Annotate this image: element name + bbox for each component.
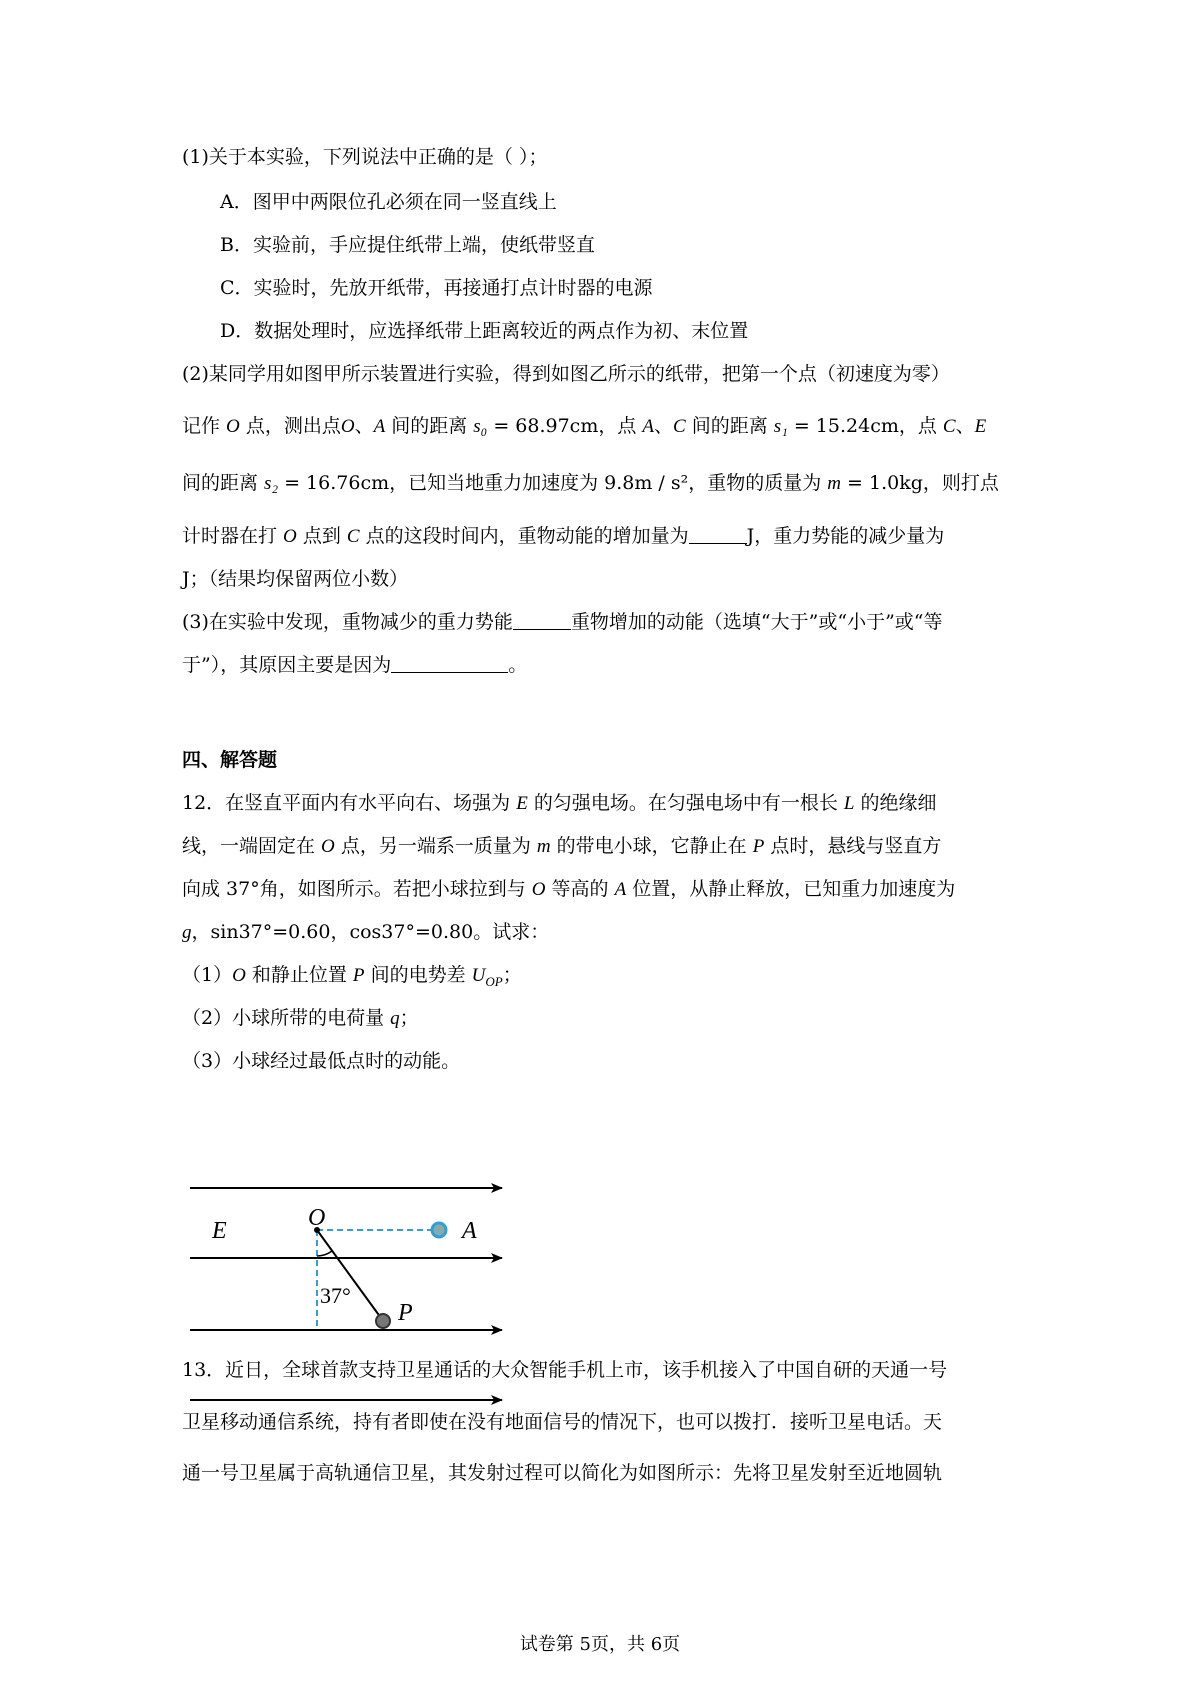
q12-sub2 [182,1006,419,1031]
q11-part2-line2 [182,414,986,439]
text: 的匀强电场。在匀强电场中有一根长 [527,792,844,814]
var-a: A [642,416,654,437]
text: 向成 37°角，如图所示。若把小球拉到与 [182,878,532,900]
text: 记作 [182,415,227,437]
var-a: A [373,416,386,437]
var-o: O [226,416,240,437]
text: 间的距离 [685,415,774,437]
text: 和静止位置 [245,964,353,986]
text: 、 [955,415,975,437]
var-c: C [346,526,360,547]
option-letter: D． [220,320,255,342]
q11-part2-line3 [182,471,999,496]
part1-text: 关于本实验，下列说法中正确的是（ ）； [208,146,548,168]
text: 点时，悬线与竖直方 [764,835,942,857]
q11-option-d [220,319,748,343]
text: 计时器在打 [182,525,284,547]
text: 的带电小球，它静止在 [550,835,753,857]
text: ，已知当地重力加速度为 9.8m / s²，重物的质量为 [389,472,828,494]
var-o: O [340,416,355,437]
q13-line3: 通一号卫星属于高轨通信卫星，其发射过程可以简化为如图所示：先将卫星发射至近地圆轨 [182,1462,943,1484]
q13-line2: 卫星移动通信系统，持有者即使在没有地面信号的情况下，也可以拨打．接听卫星电话。天 [182,1411,943,1433]
text: （1） [182,964,233,986]
q11-part2-line4 [182,524,944,549]
text: 间的距离 [182,472,265,494]
var-e: E [516,793,528,814]
text: 、 [654,415,674,437]
q11-part2-line1: (2)某同学用如图甲所示装置进行实验，得到如图乙所示的纸带，把第一个点（初速度为零） [182,363,950,385]
var-p: P [352,965,365,986]
text: J，重力势能的减少量为 [746,525,945,547]
option-text: 实验前，手应提住纸带上端，使纸带竖直 [252,234,595,256]
q12-line1 [182,791,937,816]
var-o: O [283,526,297,547]
label-e: E [212,1218,227,1244]
text: 点到 [296,525,347,547]
var-c: C [942,416,956,437]
q11-part2-line5: J；（结果均保留两位小数） [182,568,409,590]
option-letter: B． [220,234,253,256]
var-u: U [471,965,486,986]
text: ； [399,1007,419,1029]
var-o: O [531,879,546,900]
value-s1: = 15.24cm [787,415,899,437]
var-s2: s₂ [264,473,279,494]
text: 。 [508,654,528,676]
var-a: A [614,879,627,900]
page-footer: 试卷第 5页，共 6页 [519,1634,681,1655]
text: ，点 [598,415,643,437]
q11-option-c [220,276,653,300]
option-text: 图甲中两限位孔必须在同一竖直线上 [252,191,557,213]
label-a: A [462,1218,477,1244]
var-l: L [843,793,855,814]
answer-blank[interactable] [689,525,747,544]
ball-p [376,1314,390,1328]
q13-line1: 13．近日，全球首款支持卫星通话的大众智能手机上市，该手机接入了中国自研的天通一号 [182,1359,948,1381]
answer-blank[interactable] [513,611,571,630]
text: 点，另一端系一质量为 [334,835,537,857]
var-m: m [536,836,551,857]
q11-part3-line2 [182,653,527,677]
option-text: 实验时，先放开纸带，再接通打点计时器的电源 [253,277,653,299]
text: 的绝缘细 [854,792,937,814]
label-o: O [308,1205,326,1231]
option-letter: A． [220,191,253,213]
var-c: C [673,416,686,437]
q12-line4 [182,920,549,945]
angle-arc [317,1251,332,1256]
var-m: m [827,473,842,494]
text: 、 [354,415,374,437]
text: 12．在竖直平面内有水平向右、场强为 [182,792,517,814]
q12-sub3: （3）小球经过最低点时的动能。 [182,1050,461,1072]
text: 等高的 [545,878,615,900]
text: 间的电势差 [364,964,472,986]
var-q: q [390,1008,400,1029]
var-p: P [752,836,765,857]
var-o: O [321,836,335,857]
label-angle: 37° [320,1283,351,1308]
subscript-op: OP [485,973,503,989]
value-s2: = 16.76cm [278,472,390,494]
q12-sub1 [182,963,522,994]
text: ，点 [898,415,943,437]
value-m: = 1.0kg [841,472,923,494]
answer-blank[interactable] [391,654,508,673]
label-p: P [398,1300,413,1326]
text: 线，一端固定在 [182,835,322,857]
ball-a [432,1223,446,1237]
var-g: g [182,922,192,943]
text: 于”），其原因主要是因为 [182,654,392,676]
value-s0: = 68.97cm [487,415,599,437]
text: 点的这段时间内，重物动能的增加量为 [359,525,689,547]
text: 间的距离 [385,415,474,437]
q11-part1 [182,145,547,169]
q11-option-a [220,190,557,214]
var-s0: s₀ [473,416,488,437]
text: ，则打点 [922,472,999,494]
text: (3)在实验中发现，重物减少的重力势能 [182,611,513,633]
text: 点，测出点 [239,415,341,437]
option-text: 数据处理时，应选择纸带上距离较近的两点作为初、末位置 [254,320,749,342]
text: ，sin37°=0.60，cos37°=0.80。试求： [191,921,550,943]
option-letter: C． [220,277,254,299]
var-e: E [974,416,987,437]
text: （2）小球所带的电荷量 [182,1007,391,1029]
q12-line2 [182,834,941,859]
text: 位置，从静止释放，已知重力加速度为 [626,878,956,900]
q12-line3 [182,877,955,902]
section-title: 四、解答题 [182,749,278,771]
var-o: O [232,965,246,986]
q11-option-b [220,233,595,257]
text: ； [502,964,522,986]
text: 重物增加的动能（选填“大于”或“小于”或“等 [570,611,943,633]
var-s1: s₁ [773,416,788,437]
q11-part3-line1 [182,610,943,634]
part-label: (1) [182,146,209,168]
